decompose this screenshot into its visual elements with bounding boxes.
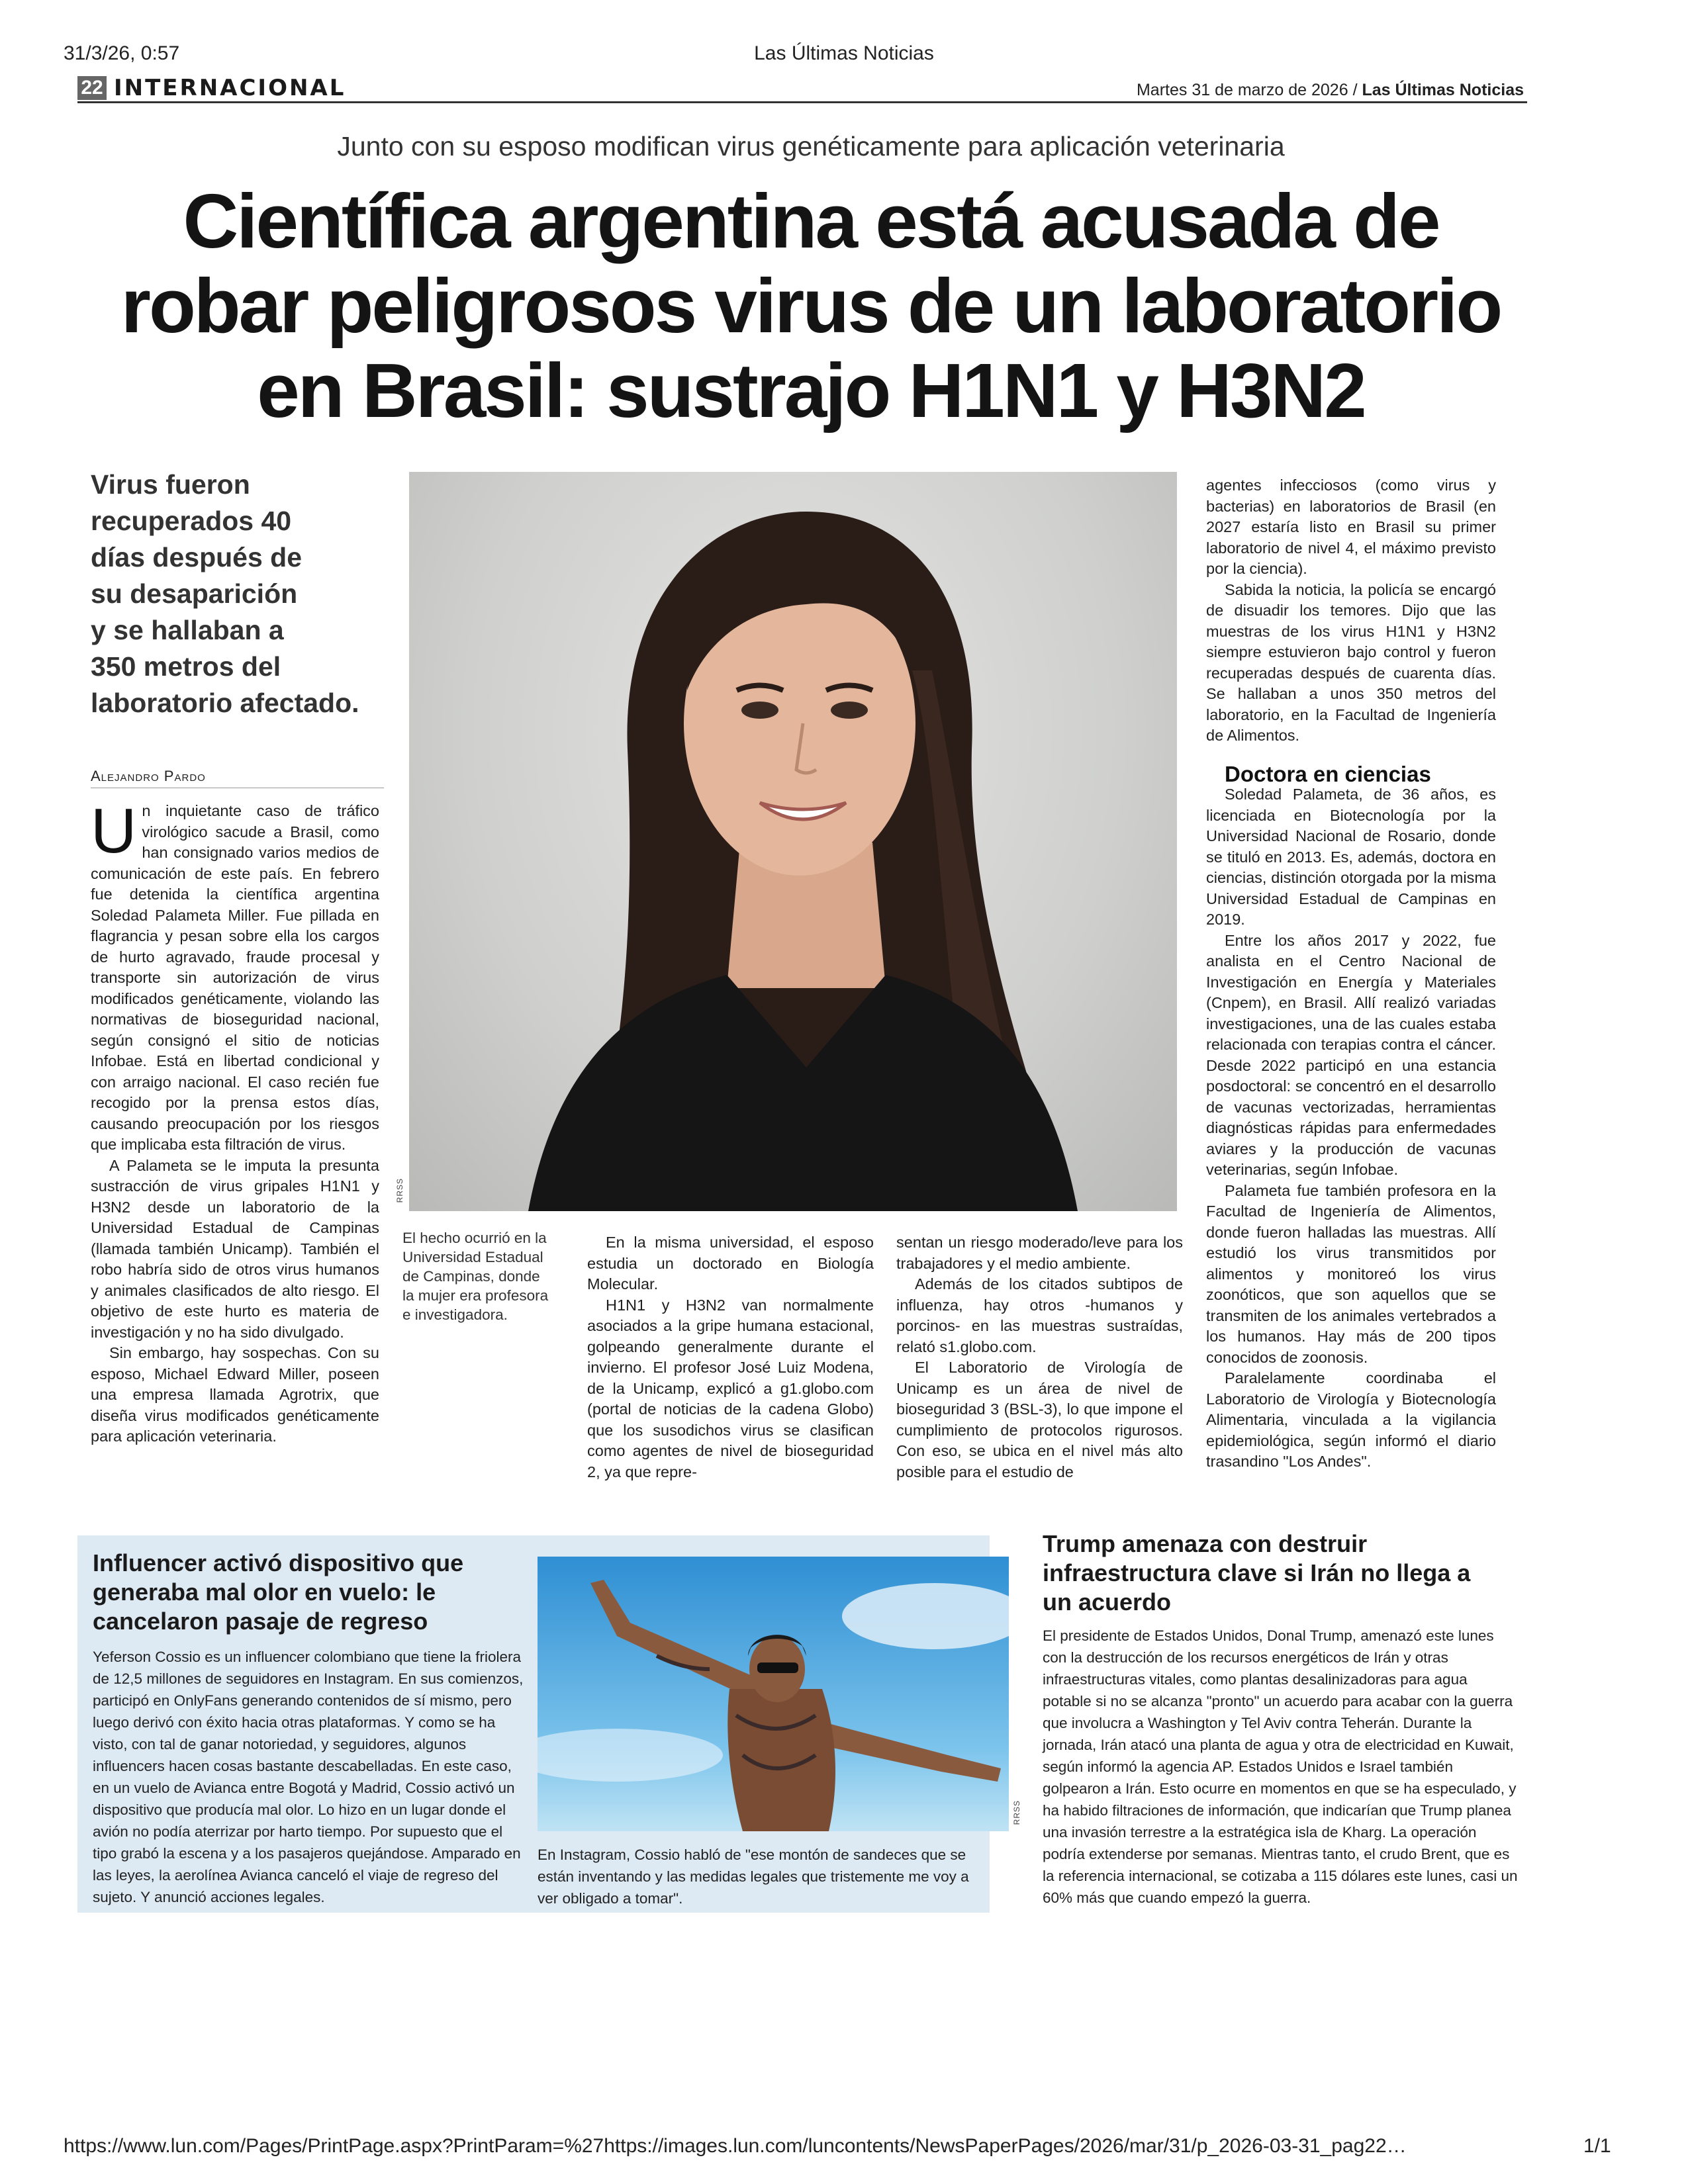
header-rule [77,101,1527,103]
article-paragraph: sentan un riesgo moderado/leve para los trabajadores y el medio ambiente. [896,1234,1183,1272]
photo-caption: El hecho ocurrió en la Universidad Estadual de Campinas, donde la mujer era profesora e investigadora. [402,1230,549,1323]
article-paragraph [91,796,379,1156]
page-number-badge: 22 [77,76,107,100]
print-site-title: Las Últimas Noticias [754,42,934,64]
deck-line: Virus fueron [91,469,250,500]
article-column-1 [91,796,379,1447]
byline: Alejandro Pardo [91,768,206,784]
article-column-4 [896,1232,1183,1482]
deck-line: laboratorio afectado. [91,688,359,718]
article-paragraph: Palameta fue también profesora en la Facultad de Ingeniería de Alimentos, donde fueron halladas las muestras. Allí estudió los virus transmitidos por alimentos y monitoreó los virus zoonóticos, que son aquellos que se transmiten de los animales vertebrados a los humanos. Hay más de 200 tipos conocidos de zoonosis. [1206,1181,1496,1366]
deck-line: y se hallaban a [91,615,284,645]
article-paragraph: Soledad Palameta, de 36 años, es licenciada en Biotecnología por la Universidad Nacional de Rosario, donde se tituló en 2013. Es, además, doctora en ciencias, distinción otorgada por la misma Universidad Estadual de Campinas en 2019. [1206,786,1496,928]
article-headline [66,179,1556,433]
influencer-photo-caption: En Instagram, Cossio habló de "ese montón de sandeces que se están inventando y las medidas legales que tristemente me voy a ver obligado a tomar". [538,1846,969,1907]
portrait-illustration [409,472,1177,1211]
deck-line: 350 metros del [91,651,281,682]
article-column-5 [1206,475,1496,1473]
influencer-body: Yeferson Cossio es un influencer colombiano que tiene la friolera de 12,5 millones de seguidores en Instagram. En sus comienzos, participó en OnlyFans generando contenidos de sí mismo, pero luego derivó con éxito hacia otras plataformas. Y como se ha visto, con tal de ganar notoriedad, y seguidores, algunos influencers hacen cosas bastante descabelladas. En este caso, en un vuelo de Avianca entre Bogotá y Madrid, Cossio activó un dispositivo que producía mal olor. Lo hizo en un lugar donde el avión no podía aterrizar por harto tiempo. Por supuesto que el tipo grabó la escena y a los pasajeros quejándose. Amparado en las leyes, la aerolínea Avianca canceló el viaje de regreso del sujeto. Y anunció acciones legales. [93,1649,524,1905]
headline-line: en Brasil: sustrajo H1N1 y H3N2 [257,347,1365,433]
print-datetime: 31/3/26, 0:57 [64,42,180,64]
article-paragraph: Además de los citados subtipos de influenza, hay otros -humanos y porcinos- en las muestras sustraídas, relató s1.globo.com. [896,1275,1183,1355]
article-paragraph: H1N1 y H3N2 van normalmente asociados a la gripe humana estacional, golpeando generalmente durante el invierno. El profesor José Luiz Modena, de la Unicamp, explicó a g1.globo.com (portal de noticias de la cadena Globo) que los susodichos virus se clasifican como agentes de nivel de bioseguridad 2, ya que repre- [587,1296,874,1480]
deck-line: recuperados 40 [91,506,292,536]
paragraph-text: n inquietante caso de tráfico virológico sacude a Brasil, como han consignado varios medios de comunicación de este país. En febrero fue detenida la científica argentina Soledad Palameta Miller. Fue pillada en flagrancia y pesan sobre ella los cargos de hurto agravado, fraude procesal y transporte sin autorización de virus modificados genéticamente, violando las normativas de bioseguridad nacional, según consignó el sitio de noticias Infobae. Está en libertad condicional y con arraigo nacional. El caso recién fue recogido por la prensa estos días, causando preocupación por los riesgos que implicaba esta filtración de virus. [91,802,379,1153]
trump-body: El presidente de Estados Unidos, Donal Trump, amenazó este lunes con la destrucción de los recursos energéticos de Irán y otras infraestructuras vitales, como plantas desalinizadoras para agua potable si no se alcanza "pronto" un acuerdo para acabar con la guerra que involucra a Washington y Tel Aviv contra Teherán. Durante la jornada, Irán atacó una planta de agua y otra de electricidad en Kuwait, según informó la agencia AP. Estados Unidos e Israel también golpearon a Irán. Esto ocurre en momentos en que se ha especulado, y ha habido filtraciones de información, que indicarían que Trump planea una invasión terrestre a la estratégica isla de Kharg. La operación podría extenderse por semanas. Mientras tanto, el crudo Brent, que es la referencia internacional, se cotizaba a 115 dólares este lunes, casi un 60% más que cuando empezó la guerra. [1043,1627,1518,1906]
article-paragraph: El Laboratorio de Virología de Unicamp es un área de nivel de bioseguridad 3 (BSL-3), lo que impone el cumplimiento de protocolos rigurosos. Con eso, se ubica en el nivel más alto posible para el estudio de [896,1359,1183,1480]
article-paragraph: En la misma universidad, el esposo estudia un doctorado en Biología Molecular. [587,1234,874,1293]
paper-date: Martes 31 de marzo de 2026 [1136,81,1348,99]
influencer-illustration [538,1557,1009,1831]
deck-line: su desaparición [91,578,298,609]
photo-credit: RRSS [395,1178,404,1203]
article-paragraph: A Palameta se le imputa la presunta sustracción de virus gripales H1N1 y H3N2 desde un laboratorio de la Universidad Estadual de Campinas (llamada también Unicamp). También el robo habría sido de otros virus humanos y animales clasificados de alto riesgo. El objetivo de este hurto es materia de investigación y no ha sido divulgado. [91,1156,379,1341]
article-paragraph: Paralelamente coordinaba el Laboratorio de Virología y Biotecnología Alimentaria, vinculada a la vigilancia epidemiológica, según informó el diario trasandino "Los Andes". [1206,1369,1496,1470]
section-label: INTERNACIONAL [114,75,346,101]
article-paragraph: Entre los años 2017 y 2022, fue analista en el Centro Nacional de Investigación en Energía y Materiales (Cnpem), en Brasil. Allí realizó variadas investigaciones, una de las cuales estaba relacionada con terapias contra el cáncer. Desde 2022 participó en una estancia posdoctoral: se concentró en el desarrollo de vacunas vectorizadas, herramientas diagnósticas rápidas para enfermedades aviares y la producción de vacunas veterinarias, según Infobae. [1206,931,1496,1178]
deck-line: días después de [91,542,303,572]
paper-name: Las Últimas Noticias [1362,81,1524,99]
article-subhead: Doctora en ciencias [1225,761,1431,786]
article-deck [91,467,408,721]
influencer-photo [538,1557,1009,1831]
scientist-portrait-photo [409,472,1177,1211]
article-paragraph: Sin embargo, hay sospechas. Con su esposo, Michael Edward Miller, poseen una empresa llamada Agrotrix, que diseña virus modificados genéticamente para aplicación veterinaria. [91,1344,379,1445]
print-footer-url: https://www.lun.com/Pages/PrintPage.aspx?PrintParam=%27https://images.lun.com/luncontents/NewsPaperPages/2026/mar/31/p_2026-03-31_pag22… [64,2135,1407,2157]
date-separator: / [1352,81,1358,99]
trump-headline: Trump amenaza con destruir infraestructura clave si Irán no llega a un acuerdo [1043,1530,1471,1615]
dropcap: U [91,796,137,866]
influencer-photo-credit: RRSS [1012,1800,1021,1825]
headline-line: Científica argentina está acusada de [183,178,1439,264]
headline-line: robar peligrosos virus de un laboratorio [120,263,1501,349]
article-column-3 [587,1232,874,1482]
paper-date-line [993,81,1524,100]
article-paragraph: agentes infecciosos (como virus y bacterias) en laboratorios de Brasil (en 2027 estaría listo en Brasil su primer laboratorio de nivel 4, el máximo previsto por la ciencia). [1206,477,1496,577]
print-footer-page-count: 1/1 [1583,2135,1611,2157]
article-paragraph: Sabida la noticia, la policía se encargó de disuadir los temores. Dijo que las muestras de los virus H1N1 y H3N2 siempre estuvieron bajo control y fueron recuperadas después de cuarenta días. Se hallaban a unos 350 metros del laboratorio, en la Facultad de Ingeniería de Alimentos. [1206,580,1496,744]
article-kicker: Junto con su esposo modifican virus genéticamente para aplicación veterinaria [337,131,1285,161]
influencer-headline: Influencer activó dispositivo que generaba mal olor en vuelo: le cancelaron pasaje de regreso [93,1549,464,1635]
